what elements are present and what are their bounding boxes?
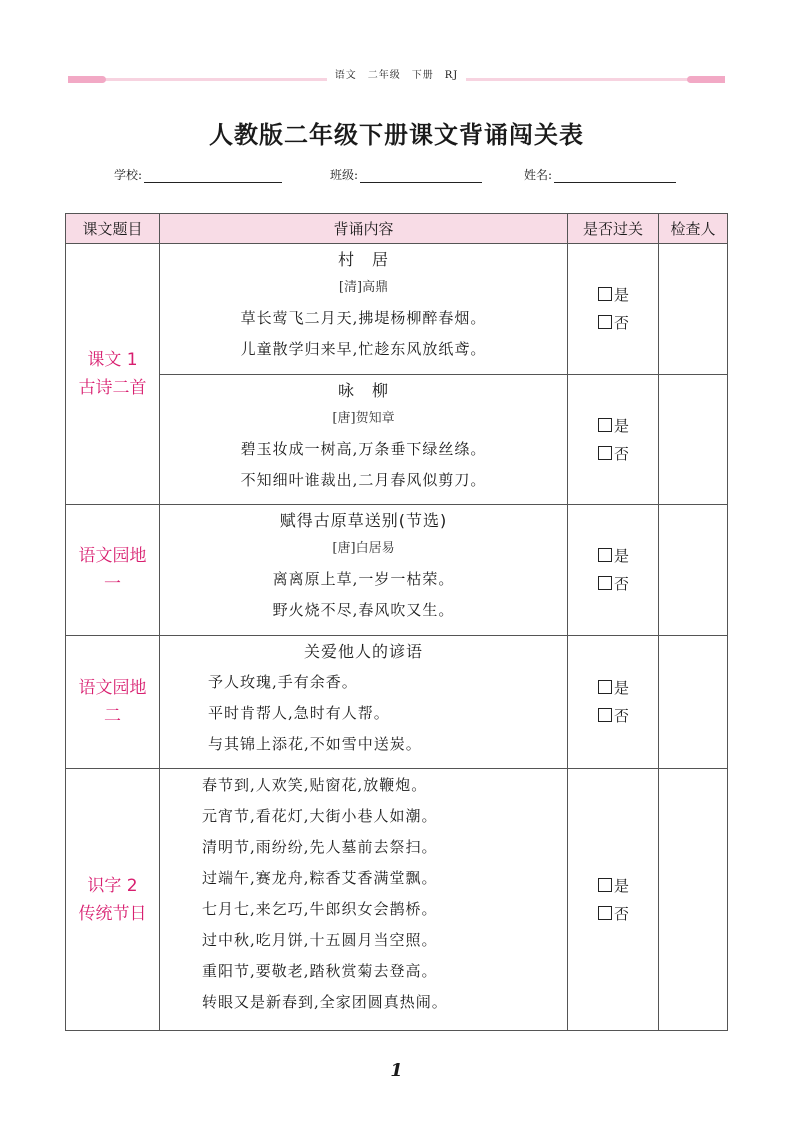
festival-line: 七月七,来乞巧,牛郎织女会鹊桥。 <box>202 900 438 918</box>
poem-line: 碧玉妆成一树高,万条垂下绿丝绦。 <box>240 440 487 458</box>
check-no-label: 否 <box>614 707 630 725</box>
lesson-cell <box>66 636 160 769</box>
class-field <box>330 166 482 183</box>
poem-line: 野火烧不尽,春风吹又生。 <box>272 601 455 619</box>
lesson-label: 语文园地 <box>78 678 147 698</box>
poem-line: 儿童散学归来早,忙趁东风放纸鸢。 <box>240 340 487 358</box>
name-blank[interactable] <box>554 168 676 183</box>
poem-title: 赋得古原草送别(节选) <box>279 511 448 530</box>
checkbox-yes[interactable] <box>598 548 612 562</box>
lesson-label: 课文 1 <box>87 350 138 370</box>
page-number: 1 <box>390 1060 403 1081</box>
name-label: 姓名: <box>524 168 553 182</box>
checker-cell[interactable] <box>659 636 728 769</box>
info-row <box>0 166 793 186</box>
check-no-label: 否 <box>614 904 630 923</box>
content-cell <box>160 244 568 375</box>
proverb-line: 予人玫瑰,手有余香。 <box>208 673 358 691</box>
lesson-cell <box>66 505 160 636</box>
header-checker: 检查人 <box>659 214 728 244</box>
checkbox-no[interactable] <box>598 315 612 329</box>
table-row <box>66 769 728 1031</box>
festival-line: 春节到,人欢笑,贴窗花,放鞭炮。 <box>202 776 428 794</box>
class-label: 班级: <box>330 168 359 182</box>
check-cell <box>568 636 659 769</box>
poem-line: 离离原上草,一岁一枯荣。 <box>272 570 455 588</box>
poem-author: [唐]贺知章 <box>332 411 395 426</box>
check-yes-label: 是 <box>614 286 630 304</box>
poem-author: [清]高鼎 <box>338 280 389 295</box>
class-blank[interactable] <box>360 168 482 183</box>
school-field <box>114 166 282 183</box>
name-field <box>524 166 676 183</box>
table-row <box>66 244 728 375</box>
check-cell <box>568 769 659 1031</box>
lesson-label: 传统节日 <box>78 903 147 924</box>
table-row <box>66 505 728 636</box>
checkbox-yes[interactable] <box>598 878 612 892</box>
check-no-label: 否 <box>614 444 630 463</box>
check-no-label: 否 <box>614 575 630 593</box>
poem-title: 村 居 <box>337 250 389 269</box>
poem-author: [唐]白居易 <box>332 541 395 556</box>
header-meta-text: 语文 二年级 下册 RJ <box>327 70 467 81</box>
check-yes-label: 是 <box>614 679 630 697</box>
checkbox-yes[interactable] <box>598 287 612 301</box>
school-blank[interactable] <box>144 168 282 183</box>
school-label: 学校: <box>114 168 143 182</box>
content-cell <box>160 375 568 505</box>
recitation-table <box>65 213 728 1031</box>
check-yes-label: 是 <box>614 876 630 895</box>
lesson-label: 古诗二首 <box>78 378 147 398</box>
festival-line: 转眼又是新春到,全家团圆真热闹。 <box>202 993 448 1011</box>
lesson-label: 一 <box>104 574 121 594</box>
checkbox-yes[interactable] <box>598 418 612 432</box>
festival-line: 元宵节,看花灯,大街小巷人如潮。 <box>202 807 438 825</box>
lesson-label: 二 <box>104 706 121 726</box>
poem-line: 草长莺飞二月天,拂堤杨柳醉春烟。 <box>240 309 487 327</box>
proverb-line: 与其锦上添花,不如雪中送炭。 <box>208 735 422 753</box>
festival-line: 清明节,雨纷纷,先人墓前去祭扫。 <box>202 838 438 856</box>
poem-line: 不知细叶谁裁出,二月春风似剪刀。 <box>240 471 487 489</box>
poem-title: 咏 柳 <box>337 381 389 400</box>
table-row <box>66 636 728 769</box>
check-cell <box>568 375 659 505</box>
table-row <box>66 375 728 505</box>
checkbox-no[interactable] <box>598 906 612 920</box>
checkbox-no[interactable] <box>598 446 612 460</box>
check-no-label: 否 <box>614 314 630 332</box>
lesson-label: 语文园地 <box>78 546 147 566</box>
checkbox-no[interactable] <box>598 708 612 722</box>
checker-cell[interactable] <box>659 375 728 505</box>
check-cell <box>568 244 659 375</box>
checker-cell[interactable] <box>659 244 728 375</box>
header-passed: 是否过关 <box>568 214 659 244</box>
checker-cell[interactable] <box>659 505 728 636</box>
checkbox-no[interactable] <box>598 576 612 590</box>
content-cell <box>160 505 568 636</box>
check-yes-label: 是 <box>614 547 630 565</box>
checkbox-yes[interactable] <box>598 680 612 694</box>
header-meta <box>0 66 793 81</box>
festival-line: 重阳节,要敬老,踏秋赏菊去登高。 <box>202 962 438 980</box>
lesson-cell <box>66 244 160 505</box>
proverb-title: 关爱他人的谚语 <box>303 642 423 661</box>
content-cell <box>160 636 568 769</box>
page-title: 人教版二年级下册课文背诵闯关表 <box>209 121 584 149</box>
header-lesson: 课文题目 <box>66 214 160 244</box>
lesson-cell <box>66 769 160 1031</box>
header-content: 背诵内容 <box>160 214 568 244</box>
festival-line: 过端午,赛龙舟,粽香艾香满堂飘。 <box>202 869 438 887</box>
checker-cell[interactable] <box>659 769 728 1031</box>
lesson-label: 识字 2 <box>87 875 138 896</box>
table-header-row <box>66 214 728 244</box>
check-yes-label: 是 <box>614 416 630 435</box>
proverb-line: 平时肯帮人,急时有人帮。 <box>208 704 390 722</box>
check-cell <box>568 505 659 636</box>
festival-line: 过中秋,吃月饼,十五圆月当空照。 <box>202 931 438 949</box>
content-cell <box>160 769 568 1031</box>
